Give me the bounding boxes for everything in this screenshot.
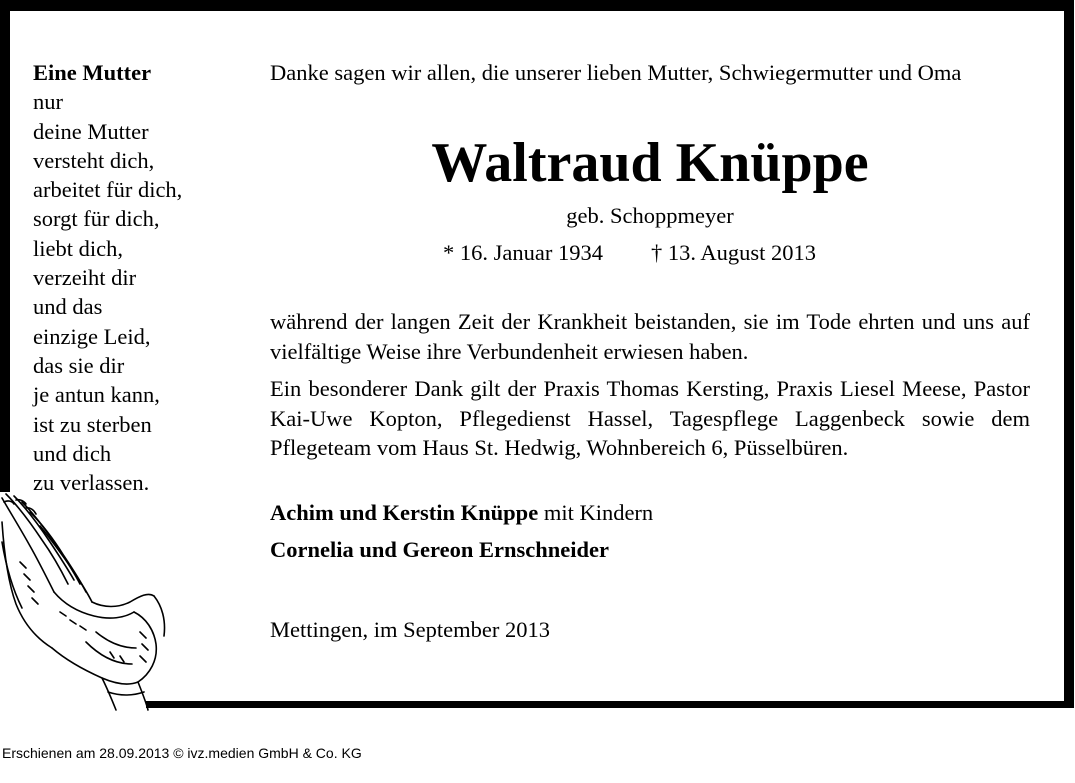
publication-footer: Erschienen am 28.09.2013 © ivz.medien GmbH & Co. KG [2,745,362,761]
signer-line [270,494,653,531]
poem-line: versteht dich, [33,147,155,173]
deceased-name: Waltraud Knüppe [431,132,869,194]
poem-line: je antun kann, [33,382,160,408]
poem-line: zu verlassen. [33,470,150,496]
signers [270,494,653,568]
frame-left [0,0,10,492]
intro-text: Danke sagen wir allen, die unserer lieben Mutter, Schwiegermutter und Oma [270,60,962,85]
life-dates [443,238,816,268]
poem-line: arbeitet für dich, [33,177,183,203]
poem-line: nur [33,89,63,115]
thanks-paragraph: während der langen Zeit der Krankheit beistanden, sie im Tode ehrten und uns auf vielfältige Weise ihre Verbundenheit erwiesen haben. [270,309,1030,364]
poem-line: und das [33,294,103,320]
poem-line: Eine Mutter [33,60,152,85]
poem-line: deine Mutter [33,118,149,144]
poem-line: verzeiht dir [33,265,137,291]
poem [33,58,182,497]
poem-line: und dich [33,440,112,466]
praying-hands-icon [0,492,168,712]
death-date: † 13. August 2013 [650,240,816,265]
signer-name: Achim und Kerstin Knüppe [270,500,539,525]
poem-line: sorgt für dich, [33,206,160,232]
poem-line: das sie dir [33,352,125,378]
special-thanks-paragraph: Ein besonderer Dank gilt der Praxis Thomas Kersting, Praxis Liesel Meese, Pastor Kai-Uwe Kopton, Pflegedienst Hassel, Tagespflege Laggenbeck sowie dem Pflegeteam vom Haus St. Hedwig, Wohnbereich 6, Püsselbüren. [270,376,1030,460]
place-date: Mettingen, im September 2013 [270,617,550,642]
poem-line: liebt dich, [33,235,123,261]
frame-right [1064,0,1074,708]
maiden-name: geb. Schoppmeyer [566,203,734,228]
birth-date: * 16. Januar 1934 [443,240,603,265]
poem-line: ist zu sterben [33,411,152,437]
signer-suffix: mit Kindern [538,500,654,525]
poem-line: einzige Leid, [33,323,151,349]
signer-line [270,531,653,568]
frame-top [0,0,1074,11]
signer-name: Cornelia und Gereon Ernschneider [270,537,609,562]
frame-bottom [146,701,1074,708]
